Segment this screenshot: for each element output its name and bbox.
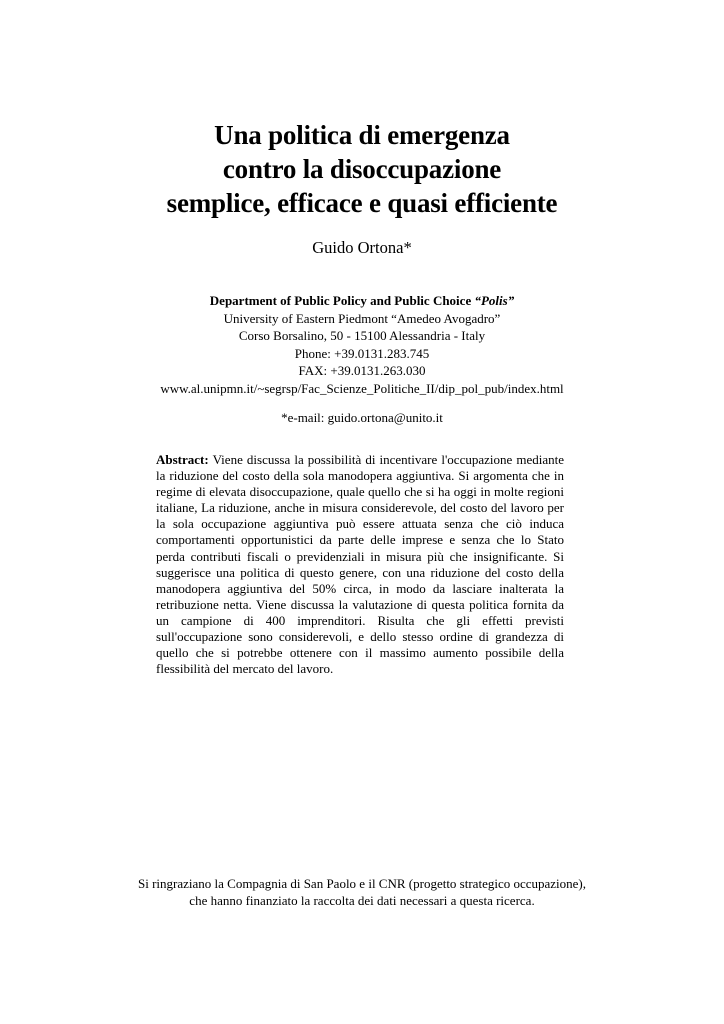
fax-line: FAX: +39.0131.263.030 <box>298 363 426 378</box>
website-link[interactable]: www.al.unipmn.it/~segrsp/Fac_Scienze_Politiche_II/dip_pol_pub/index.html <box>160 380 564 396</box>
abstract-label: Abstract: <box>156 452 209 467</box>
email-line: *e-mail: guido.ortona@unito.it <box>281 410 443 425</box>
department-label: Department of Public Policy and Public Choice <box>209 293 472 308</box>
author-name: Guido Ortona* <box>312 238 412 257</box>
title-line-3: semplice, efficace e quasi efficiente <box>166 188 558 218</box>
acknowledgement-line-2: che hanno finanziato la raccolta dei dati necessari a questa ricerca. <box>189 893 535 908</box>
paper-title <box>0 118 724 220</box>
department-name: “Polis” <box>474 293 515 308</box>
address-line: Corso Borsalino, 50 - 15100 Alessandria - Italy <box>238 328 486 343</box>
abstract-paragraph <box>156 452 564 677</box>
title-line-1: Una politica di emergenza <box>214 120 510 150</box>
phone-line: Phone: +39.0131.283.745 <box>294 345 430 361</box>
abstract-text: Viene discussa la possibilità di incentivare l'occupazione mediante la riduzione del costo della sola manodopera aggiuntiva. Si argomenta che in regime di elevata disoccupazione, quale quello che si ha oggi in molte regioni italiane, La riduzione, anche in misura considerevole, del costo del lavoro per la sola occupazione aggiuntiva può essere attuata senza che ciò induca comportamenti opportunistici da parte delle imprese e senza che lo Stato perda contributi fiscali o previdenziali in misura più che insignificante. Si suggerisce una politica di questo genere, con una riduzione del costo della manodopera aggiuntiva del 50% circa, in modo da lasciare inalterata la retribuzione netta. Viene discussa la valutazione di questa politica fornita da un campione di 400 imprenditori. Risulta che gli effetti previsti sull'occupazione sono considerevoli, e dello stesso ordine di grandezza di quello che si potrebbe ottenere con il massimo aumento possibile della flessibilità del mercato del lavoro. <box>156 452 565 677</box>
department-line <box>0 292 724 310</box>
acknowledgement-line-1: Si ringraziano la Compagnia di San Paolo e il CNR (progetto strategico occupazione), <box>137 876 587 891</box>
university-line: University of Eastern Piedmont “Amedeo Avogadro” <box>223 310 501 326</box>
title-line-2: contro la disoccupazione <box>222 154 502 184</box>
affiliation-block <box>0 292 724 397</box>
acknowledgement <box>0 875 724 909</box>
